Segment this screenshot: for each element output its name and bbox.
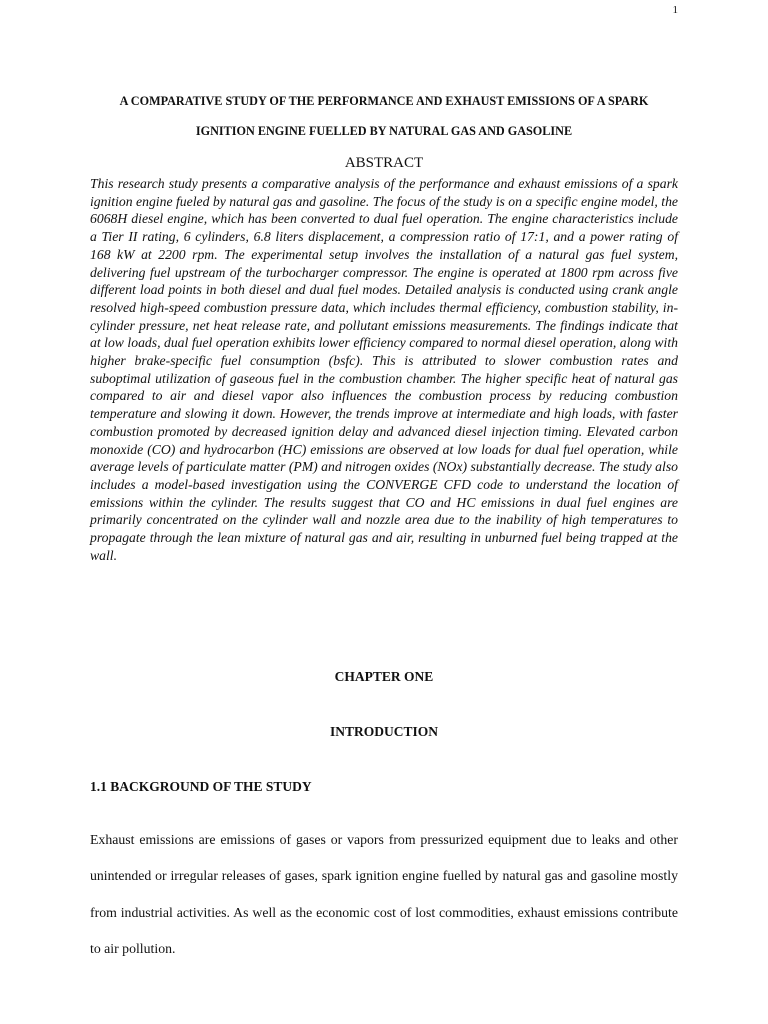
chapter-title: INTRODUCTION (329, 724, 438, 739)
document-title-line-1: A COMPARATIVE STUDY OF THE PERFORMANCE AND EXHAUST EMISSIONS OF A SPARK (119, 94, 649, 108)
section-heading: 1.1 BACKGROUND OF THE STUDY (90, 779, 312, 794)
abstract-heading: ABSTRACT (344, 155, 424, 171)
section-paragraph: Exhaust emissions are emissions of gases or vapors from pressurized equipment due to leaks and other unintended or irregular releases of gases, spark ignition engine fuelled by natural gas and gasoline mostly from industrial activities. As well as the economic cost of lost commodities, exhaust emissions contribute to air pollution. (90, 832, 678, 956)
page-number: 1 (672, 4, 678, 16)
abstract-text: This research study presents a comparative analysis of the performance and exhaust emissions of a spark ignition engine fueled by natural gas and gasoline. The focus of the study is on a specific engine model, the 6068H diesel engine, which has been converted to dual fuel operation. The engine characteristics include a Tier II rating, 6 cylinders, 6.8 liters displacement, a compression ratio of 17:1, and a power rating of 168 kW at 2200 rpm. The experimental setup involves the installation of a natural gas fuel system, delivering fuel upstream of the turbocharger compressor. The engine is operated at 1800 rpm across five different load points in both diesel and dual fuel modes. Detailed analysis is conducted using crank angle resolved high-speed combustion pressure data, which includes thermal efficiency, combustion stability, in-cylinder pressure, net heat release rate, and pollutant emissions measurements. The findings indicate that at low loads, dual fuel operation exhibits lower efficiency compared to normal diesel operation, along with higher brake-specific fuel consumption (bsfc). This is attributed to slower combustion rates and suboptimal utilization of gaseous fuel in the combustion chamber. The higher specific heat of natural gas compared to air and diesel vapor also influences the combustion process by reducing combustion temperature and slowing it down. However, the trends improve at intermediate and high loads, with faster combustion promoted by decreased ignition delay and advanced diesel injection timing. Elevated carbon monoxide (CO) and hydrocarbon (HC) emissions are observed at low loads for dual fuel operation, while average levels of particulate matter (PM) and nitrogen oxides (NOx) substantially decrease. The study also includes a model-based investigation using the CONVERGE CFD code to understand the location of emissions within the cylinder. The results suggest that CO and HC emissions in dual fuel engines are primarily concentrated on the cylinder wall and nozzle area due to the inability of high temperatures to propagate through the lean mixture of natural gas and air, resulting in unburned fuel being trapped at the wall. (90, 176, 678, 563)
chapter-label: CHAPTER ONE (334, 669, 434, 684)
document-title-line-2: IGNITION ENGINE FUELLED BY NATURAL GAS AND GASOLINE (195, 124, 573, 138)
